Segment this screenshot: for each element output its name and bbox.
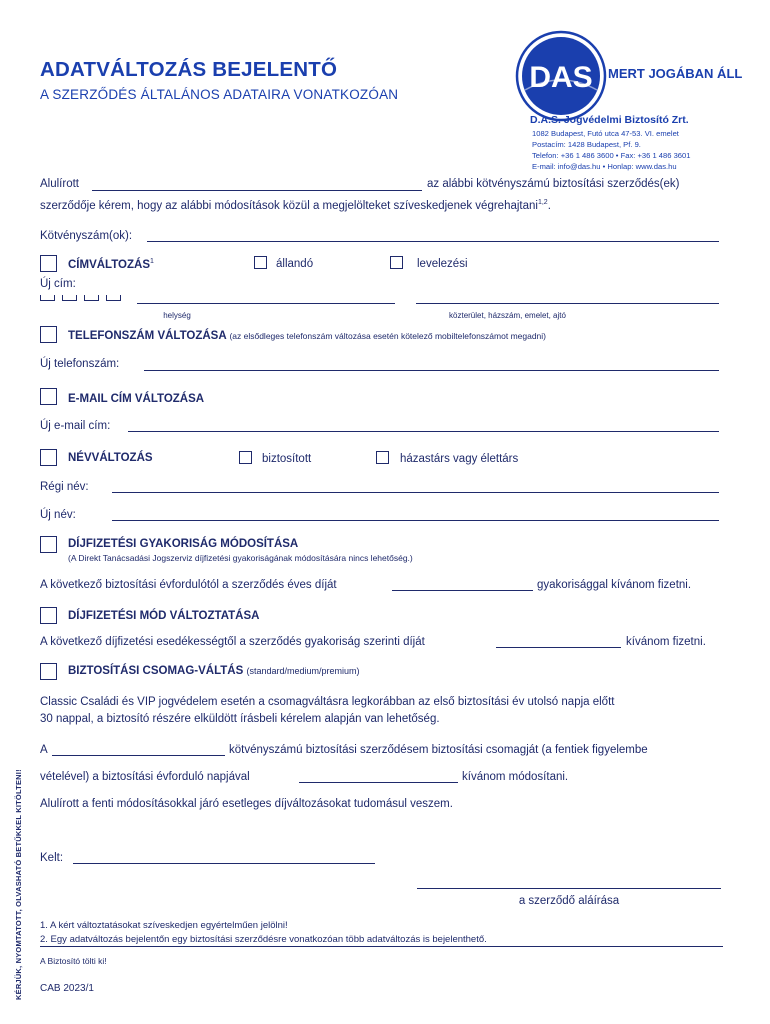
insured-checkbox[interactable]: [239, 451, 252, 464]
new-email-label: Új e-mail cím:: [40, 420, 111, 432]
package-change-title-text: BIZTOSÍTÁSI CSOMAG-VÁLTÁS: [68, 665, 244, 677]
address-change-sup: 1: [150, 258, 154, 265]
date-field[interactable]: [73, 863, 375, 864]
zip-box-3[interactable]: [84, 295, 99, 301]
phone-change-title: [68, 330, 546, 342]
zip-box-1[interactable]: [40, 295, 55, 301]
mailing-address-checkbox[interactable]: [390, 256, 403, 269]
package-change-title: [68, 665, 360, 677]
insured-label: biztosított: [262, 453, 312, 465]
footnote-2: 2. Egy adatváltozás bejelentőn egy biztosítási szerződésre vonatkozóan több adatváltozás is bejelenthető.: [40, 934, 487, 945]
zip-box-2[interactable]: [62, 295, 77, 301]
company-phone: Telefon: +36 1 486 3600 • Fax: +36 1 486 3601: [532, 151, 691, 160]
phone-change-checkbox[interactable]: [40, 326, 57, 343]
street-field[interactable]: [416, 303, 719, 304]
acknowledge-text: Alulírott a fenti módosításokkal járó esetleges díjváltozásokat tudomásul veszem.: [40, 798, 453, 810]
street-caption: közterület, házszám, emelet, ajtó: [449, 311, 566, 320]
frequency-text-suffix: gyakorisággal kívánom fizetni.: [537, 579, 692, 591]
name-change-checkbox[interactable]: [40, 449, 57, 466]
das-logo: [515, 30, 607, 122]
policy-number-label: Kötvényszám(ok):: [40, 230, 133, 242]
frequency-change-title: DÍJFIZETÉSI GYAKORISÁG MÓDOSÍTÁSA: [68, 538, 299, 550]
frequency-change-note: (A Direkt Tanácsadási Jogszerviz díjfizetési gyakoriságának módosítására nincs lehetőség.): [68, 553, 413, 563]
permanent-address-label: állandó: [276, 258, 314, 270]
new-name-label: Új név:: [40, 509, 76, 521]
package-para1-line2: 30 nappal, a biztosító részére elküldött írásbeli kérelem alapján van lehetőség.: [40, 713, 440, 725]
method-text-suffix: kívánom fizetni.: [626, 636, 706, 648]
package-change-checkbox[interactable]: [40, 663, 57, 680]
company-email: E-mail: info@das.hu • Honlap: www.das.hu: [532, 162, 677, 171]
package-policy-field[interactable]: [52, 755, 225, 756]
new-phone-label: Új telefonszám:: [40, 358, 120, 370]
logo-text: DAS: [529, 61, 593, 94]
new-phone-field[interactable]: [144, 370, 719, 371]
old-name-label: Régi név:: [40, 481, 89, 493]
email-change-title: E-MAIL CÍM VÁLTOZÁSA: [68, 393, 205, 405]
package-para3-prefix: vételével) a biztosítási évforduló napjával: [40, 771, 250, 783]
footnote-divider: [40, 946, 723, 947]
signature-caption: a szerződő aláírása: [518, 895, 620, 907]
frequency-change-checkbox[interactable]: [40, 536, 57, 553]
package-para1-line1: Classic Családi és VIP jogvédelem esetén a csomagváltásra legkorábban az első biztosítási év utolsó napja előtt: [40, 696, 615, 708]
address-change-checkbox[interactable]: [40, 255, 57, 272]
city-field[interactable]: [137, 303, 395, 304]
permanent-address-checkbox[interactable]: [254, 256, 267, 269]
signature-field[interactable]: [417, 888, 721, 889]
form-code: CAB 2023/1: [40, 983, 94, 994]
company-postal: Postacím: 1428 Budapest, Pf. 9.: [532, 140, 641, 149]
company-address: 1082 Budapest, Futó utca 47-53. VI. emelet: [532, 129, 679, 138]
intro-prefix: Alulírott: [40, 178, 79, 190]
package-para3-suffix: kívánom módosítani.: [462, 771, 569, 783]
policy-number-field[interactable]: [147, 241, 719, 242]
name-change-title: NÉVVÁLTOZÁS: [68, 452, 153, 464]
company-name: D.A.S. Jogvédelmi Biztosító Zrt.: [530, 114, 689, 126]
spouse-label: házastárs vagy élettárs: [400, 453, 519, 465]
form-subtitle: A SZERZŐDÉS ÁLTALÁNOS ADATAIRA VONATKOZÓAN: [40, 87, 399, 102]
method-change-title: DÍJFIZETÉSI MÓD VÁLTOZTATÁSA: [68, 610, 260, 622]
new-email-field[interactable]: [128, 431, 719, 432]
method-text-prefix: A következő díjfizetési esedékességtől a szerződés gyakoriság szerinti díját: [40, 636, 425, 648]
package-para2-suffix: kötvényszámú biztosítási szerződésem biztosítási csomagját (a fentiek figyelembe: [229, 744, 648, 756]
city-caption: helység: [163, 311, 191, 320]
zip-box-4[interactable]: [106, 295, 121, 301]
form-title: ADATVÁLTOZÁS BEJELENTŐ: [40, 58, 338, 81]
frequency-text-prefix: A következő biztosítási évfordulótól a szerződés éves díját: [40, 579, 337, 591]
new-address-label: Új cím:: [40, 278, 76, 290]
spouse-checkbox[interactable]: [376, 451, 389, 464]
intro-line2-text: szerződője kérem, hogy az alábbi módosítások közül a megjelölteket szíveskedjenek végrehajtani: [40, 199, 538, 212]
method-field[interactable]: [496, 647, 621, 648]
email-change-checkbox[interactable]: [40, 388, 57, 405]
old-name-field[interactable]: [112, 492, 719, 493]
package-change-note: (standard/medium/premium): [246, 666, 360, 676]
applicant-name-field[interactable]: [92, 190, 422, 191]
phone-change-title-text: TELEFONSZÁM VÁLTOZÁSA: [68, 330, 227, 342]
package-new-field[interactable]: [299, 782, 458, 783]
address-change-title-text: CÍMVÁLTOZÁS: [68, 258, 150, 271]
frequency-field[interactable]: [392, 590, 533, 591]
slogan: MERT JOGÁBAN ÁLL: [608, 66, 743, 81]
intro-suffix: az alábbi kötvényszámú biztosítási szerződés(ek): [427, 178, 680, 190]
package-para2-prefix: A: [40, 744, 48, 756]
phone-change-note: (az elsődleges telefonszám változása esetén kötelező mobiltelefonszámot megadni): [229, 331, 547, 341]
insurer-fills-label: A Biztosító tölti ki!: [40, 956, 107, 966]
mailing-address-label: levelezési: [417, 258, 468, 270]
intro-line2-end: .: [547, 199, 551, 212]
side-instruction: KÉRJÜK, NYOMTATOTT, OLVASHATÓ BETŰKKEL KITÖLTENI!: [14, 769, 23, 1000]
intro-sup: 1,2: [537, 199, 548, 206]
address-change-title: [68, 258, 154, 271]
date-label: Kelt:: [40, 852, 64, 864]
footnote-1: 1. A kért változtatásokat szíveskedjen egyértelműen jelölni!: [40, 920, 288, 931]
method-change-checkbox[interactable]: [40, 607, 57, 624]
intro-line2: [40, 199, 551, 212]
new-name-field[interactable]: [112, 520, 719, 521]
